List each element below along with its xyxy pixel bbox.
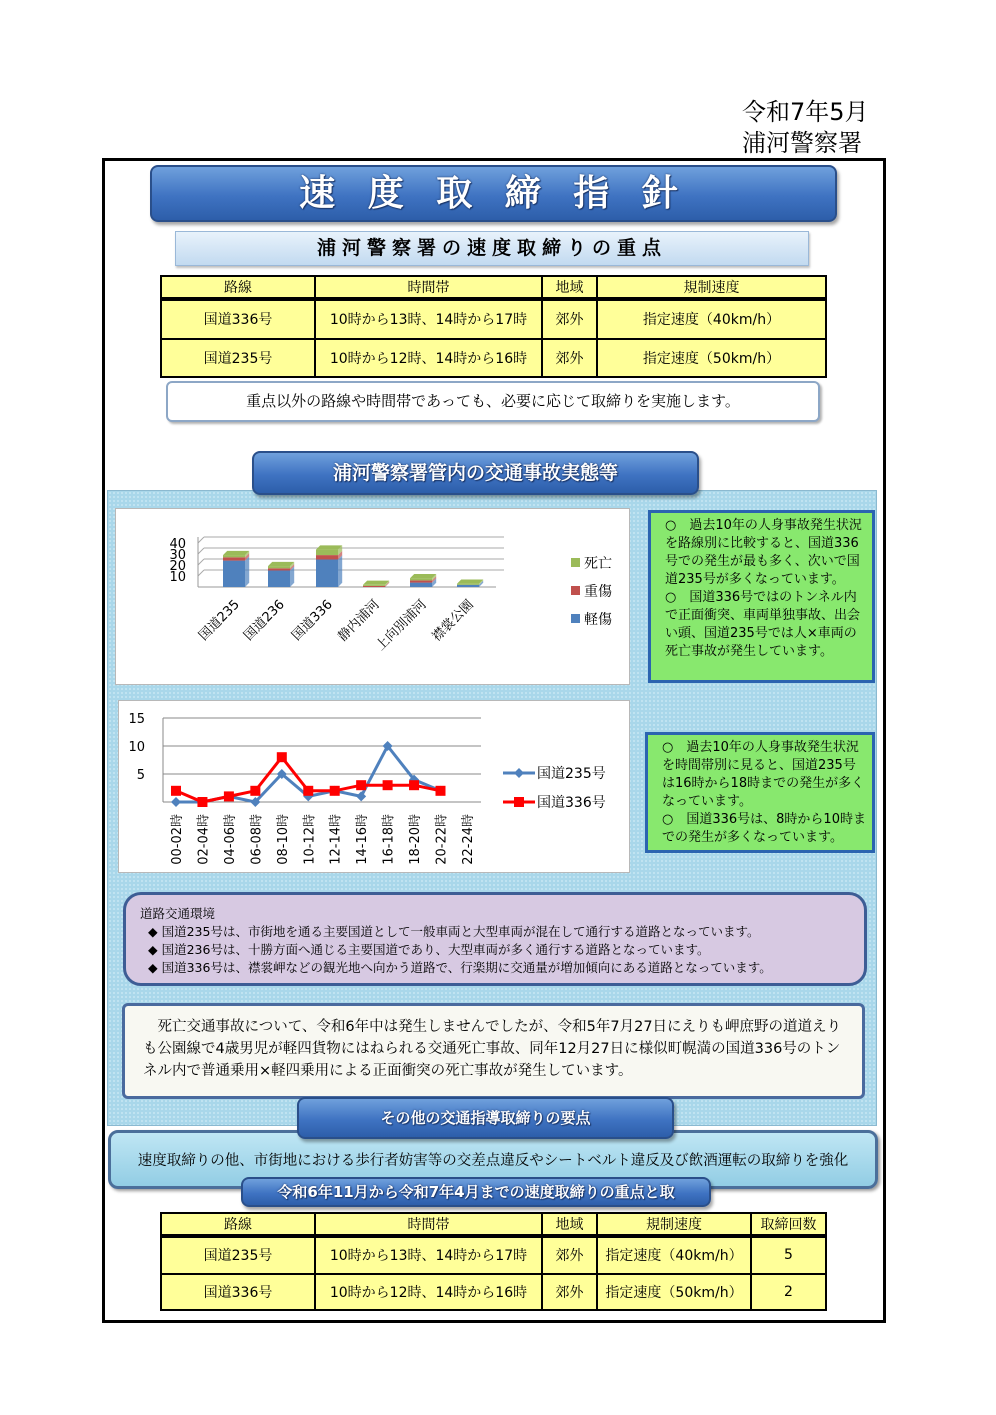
bar-segment-重傷 <box>316 555 338 559</box>
road-env-item: ◆ 国道236号は、十勝方面へ通じる主要国道であり、大型車両が多く通行する道路となっています。 <box>148 942 710 957</box>
legend-swatch <box>571 586 580 595</box>
cell: 指定速度（50km/h） <box>597 1274 751 1310</box>
x-tick-label: 静内浦河 <box>335 597 383 645</box>
data-point <box>171 786 181 796</box>
fatal-accident-note: 死亡交通事故について、令和6年中は発生しませんでしたが、令和5年7月27日にえりも岬庶野の道道えりも公園線で4歳男児が軽四貨物にはねられる交通死亡事故、同年12月27日に様似町幌満の国道336号のトンネル内で普通乗用×軽四乗用による正面衝突の死亡事故が発生しています。 <box>122 1003 865 1099</box>
data-point <box>330 786 340 796</box>
data-point <box>197 797 207 807</box>
section3-title: その他の交通指導取締りの要点 <box>297 1097 674 1139</box>
bar-segment-軽傷 <box>316 560 338 588</box>
callout-item: ○ 国道336号は、8時から10時までの発生が多くなっています。 <box>662 812 866 845</box>
col-header: 取締回数 <box>751 1213 826 1236</box>
legend-swatch <box>571 558 580 567</box>
x-tick-label: 04-06時 <box>222 814 238 865</box>
cell: 10時から13時、14時から17時 <box>315 299 542 339</box>
col-header: 地域 <box>542 1213 597 1236</box>
callout-item: ○ 過去10年の人身事故発生状況を時間帯別に見ると、国道235号は16時から18時までの発生が多くなっています。 <box>662 740 865 809</box>
col-header: 路線 <box>161 276 315 299</box>
col-header: 路線 <box>161 1213 315 1236</box>
bar-segment-死亡 <box>363 585 385 586</box>
cell: 郊外 <box>542 339 597 377</box>
time-accident-chart <box>118 700 630 873</box>
diamond-bullet-icon: ◆ <box>148 924 162 939</box>
results-table <box>160 1212 827 1311</box>
road-environment-box <box>123 892 867 986</box>
bar-top <box>457 580 483 584</box>
cell: 郊外 <box>542 299 597 339</box>
bar-top <box>410 574 436 578</box>
subtitle: 浦河警察署の速度取締りの重点 <box>175 231 809 266</box>
bar-segment-軽傷 <box>268 571 290 588</box>
x-tick-label: 20-22時 <box>434 814 450 865</box>
legend-marker <box>514 797 524 807</box>
bar-segment-死亡 <box>457 584 479 585</box>
col-header: 規制速度 <box>597 1213 751 1236</box>
x-tick-label: 国道236 <box>241 597 288 644</box>
other-enforcement-text: 速度取締りの他、市街地における歩行者妨害等の交差点違反やシートベルト違反及び飲酒運転の取締りを強化 <box>108 1130 878 1189</box>
gridline <box>198 559 204 565</box>
x-tick-label: 国道336 <box>289 597 336 644</box>
section4-title: 令和6年11月から令和7年4月までの速度取締りの重点と取 <box>241 1177 711 1207</box>
bar-top <box>223 551 249 555</box>
data-point <box>436 786 446 796</box>
callout-item: ○ 国道336号ではのトンネル内で正面衝突、車両単独事故、出会い頭、国道235号では人×車両の死亡事故が発生しています。 <box>665 590 861 659</box>
data-point <box>409 780 419 790</box>
x-tick-label: 02-04時 <box>196 814 212 865</box>
data-point <box>303 786 313 796</box>
priority-note: 重点以外の路線や時間帯であっても、必要に応じて取締りを実施します。 <box>166 381 820 422</box>
gridline <box>198 548 204 554</box>
bar-side <box>245 556 249 587</box>
line-chart-svg <box>119 701 629 872</box>
cell: 指定速度（40km/h） <box>597 1236 751 1274</box>
col-header: 時間帯 <box>315 276 542 299</box>
col-header: 時間帯 <box>315 1213 542 1236</box>
main-title: 速 度 取 締 指 針 <box>150 165 837 222</box>
road-env-item: ◆ 国道336号は、襟裳岬などの観光地へ向かう道路で、行楽期に交通量が増加傾向にある道路となっています。 <box>148 960 772 975</box>
col-header: 規制速度 <box>597 276 826 299</box>
data-point <box>383 780 393 790</box>
bar-top <box>268 562 294 566</box>
callout-item: ○ 過去10年の人身事故発生状況を路線別に比較すると、国道336号での発生が最も多く、次いで国道235号が多くなっています。 <box>665 518 862 587</box>
bar-chart-svg <box>116 509 629 684</box>
road-env-title: 道路交通環境 <box>140 906 216 921</box>
diamond-bullet-icon: ◆ <box>148 942 162 957</box>
legend-label: 国道235号 <box>537 766 606 782</box>
bar-segment-軽傷 <box>457 585 479 587</box>
bar-top <box>363 581 389 585</box>
y-tick-label: 30 <box>169 548 186 563</box>
legend-label: 死亡 <box>584 556 612 572</box>
x-tick-label: 06-08時 <box>249 814 265 865</box>
x-tick-label: 上向別浦河 <box>373 597 430 654</box>
legend-label: 重傷 <box>584 584 612 600</box>
x-tick-label: 22-24時 <box>460 814 476 865</box>
x-tick-label: 18-20時 <box>408 814 424 865</box>
bar-segment-重傷 <box>268 568 290 570</box>
cell: 郊外 <box>542 1236 597 1274</box>
y-tick-label: 5 <box>136 768 145 783</box>
y-tick-label: 20 <box>169 559 186 574</box>
cell: 国道235号 <box>161 339 315 377</box>
y-tick-label: 10 <box>128 740 145 755</box>
data-point <box>224 791 234 801</box>
cell: 10時から12時、14時から16時 <box>315 1274 542 1310</box>
cell: 10時から13時、14時から17時 <box>315 1236 542 1274</box>
data-point <box>356 780 366 790</box>
legend-swatch <box>571 614 580 623</box>
data-point <box>171 797 181 807</box>
x-tick-label: 10-12時 <box>302 814 318 865</box>
bar-segment-重傷 <box>363 586 385 587</box>
cell: 国道336号 <box>161 299 315 339</box>
bar-segment-死亡 <box>316 550 338 556</box>
cell: 5 <box>751 1236 826 1274</box>
col-header: 地域 <box>542 276 597 299</box>
gridline <box>198 537 204 543</box>
table-row <box>161 1236 826 1274</box>
time-callout <box>645 732 875 853</box>
legend-label: 軽傷 <box>584 612 612 628</box>
cell: 指定速度（50km/h） <box>597 339 826 377</box>
y-tick-label: 10 <box>169 570 186 585</box>
x-tick-label: 08-10時 <box>275 814 291 865</box>
data-point <box>250 786 260 796</box>
cell: 10時から12時、14時から16時 <box>315 339 542 377</box>
y-tick-label: 15 <box>128 712 145 727</box>
diamond-bullet-icon: ◆ <box>148 960 162 975</box>
cell: 郊外 <box>542 1274 597 1310</box>
x-tick-label: 12-14時 <box>328 814 344 865</box>
x-tick-label: 襟裳公園 <box>429 597 477 645</box>
bar-segment-軽傷 <box>410 583 432 587</box>
x-tick-label: 00-02時 <box>170 814 185 865</box>
x-tick-label: 国道235 <box>196 597 243 644</box>
table-row <box>161 1274 826 1310</box>
bar-side <box>338 555 342 587</box>
data-point <box>277 752 287 762</box>
cell: 国道336号 <box>161 1274 315 1310</box>
x-tick-label: 16-18時 <box>381 814 397 865</box>
table-row <box>161 299 826 339</box>
y-tick-label: 40 <box>169 537 186 552</box>
bar-segment-軽傷 <box>223 561 245 587</box>
cell: 指定速度（40km/h） <box>597 299 826 339</box>
legend-marker <box>514 768 524 778</box>
table-row <box>161 339 826 377</box>
document-date: 令和7年5月 <box>742 98 869 126</box>
bar-segment-重傷 <box>410 580 432 582</box>
priority-table <box>160 275 827 378</box>
route-accident-chart <box>115 508 630 685</box>
route-callout <box>648 510 875 683</box>
bar-segment-死亡 <box>410 578 432 580</box>
legend-label: 国道336号 <box>537 795 606 811</box>
bar-segment-重傷 <box>223 557 245 560</box>
road-env-item: ◆ 国道235号は、市街地を通る主要国道として一般車両と大型車両が混在して通行する道路となっています。 <box>148 924 760 939</box>
bar-segment-死亡 <box>268 566 290 568</box>
section2-title: 浦河警察署管内の交通事故実態等 <box>252 451 699 495</box>
x-tick-label: 14-16時 <box>355 814 371 865</box>
police-station-name: 浦河警察署 <box>742 129 862 157</box>
cell: 国道235号 <box>161 1236 315 1274</box>
bar-top <box>316 545 342 549</box>
bar-segment-死亡 <box>223 555 245 557</box>
cell: 2 <box>751 1274 826 1310</box>
gridline <box>198 570 204 576</box>
